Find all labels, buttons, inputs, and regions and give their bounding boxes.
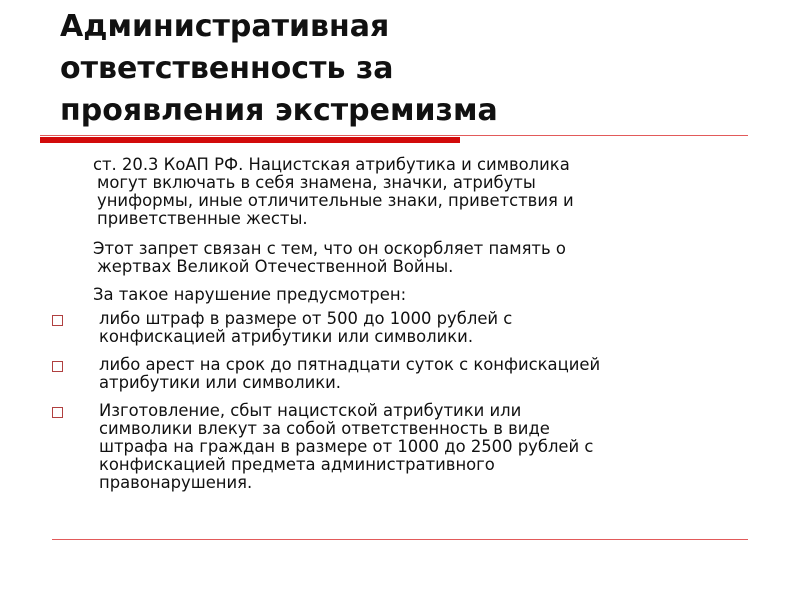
bullet-item: [0, 310, 800, 346]
bullet-line: атрибутики или символики.: [99, 373, 342, 392]
bullet-item: [0, 402, 800, 492]
bullet-line: Изготовление, сбыт нацистской атрибутики или: [99, 401, 522, 420]
title-line: ответственность за: [60, 51, 394, 86]
paragraph-line: могут включать в себя знамена, значки, атрибуты: [97, 173, 536, 192]
paragraph-line: приветственные жесты.: [97, 209, 308, 228]
bullet-line: символики влекут за собой ответственность в виде: [99, 419, 550, 438]
paragraph-line: жертвах Великой Отечественной Войны.: [97, 257, 454, 276]
bullet-item: [0, 356, 800, 392]
paragraph-line: униформы, иные отличительные знаки, приветствия и: [97, 191, 574, 210]
body-paragraph: [0, 240, 800, 276]
body-paragraph: [0, 156, 800, 228]
bullet-line: штрафа на граждан в размере от 1000 до 2500 рублей с: [99, 437, 594, 456]
bullet-line: либо штраф в размере от 500 до 1000 рублей с: [99, 309, 513, 328]
paragraph-line: ст. 20.3 КоАП РФ. Нацистская атрибутика и символика: [93, 155, 570, 174]
title-line: Административная: [60, 9, 390, 44]
bullet-line: правонарушения.: [99, 473, 253, 492]
bullet-line: либо арест на срок до пятнадцати суток с конфискацией: [99, 355, 601, 374]
body-paragraph: [0, 286, 800, 304]
footer-rule: [52, 539, 748, 540]
bullet-line: конфискацией атрибутики или символики.: [99, 327, 474, 346]
paragraph-line: За такое нарушение предусмотрен:: [93, 285, 407, 304]
bullet-line: конфискацией предмета административного: [99, 455, 495, 474]
title-line: проявления экстремизма: [60, 93, 498, 128]
paragraph-line: Этот запрет связан с тем, что он оскорбляет память о: [93, 239, 566, 258]
